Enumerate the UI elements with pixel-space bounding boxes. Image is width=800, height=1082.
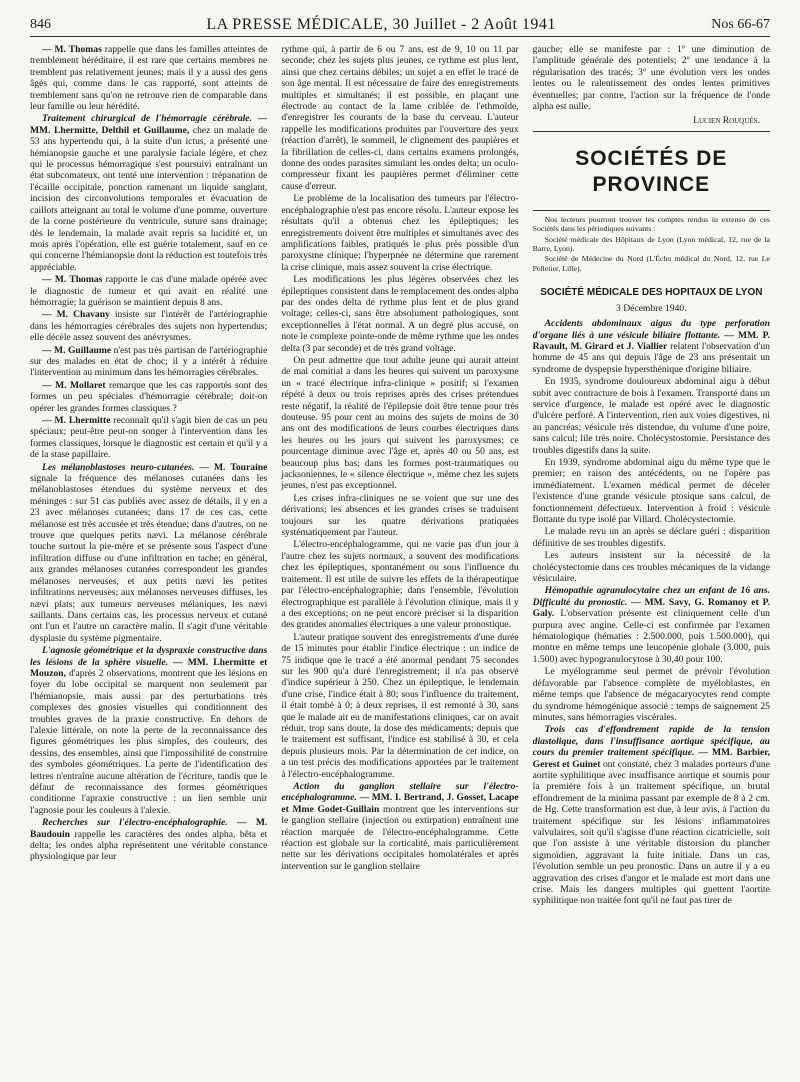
section-gallbladder: Accidents abdominaux aigus du type perforation d'organe liés à une vésicule biliaire flottante. — MM. P. Ravault, M. Girard et J. Viallier relatent l'observation d'un homme de 45 ans qui depuis l'âge de 23 ans présentait un syndrome de dyspepsie hypersthénique d'origine biliaire. (532, 318, 770, 375)
journal-title: LA PRESSE MÉDICALE, 30 Juillet - 2 Août 1941 (206, 16, 556, 33)
meeting-date: 3 Décembre 1940. (616, 302, 687, 314)
paragraph: On peut admettre que tout adulte jeune qui aurait atteint de mal comitial a dans les heures qui suivent un paroxysme un « tracé électrique infra-clinique » positif; si l'examen répété à deux ou trois reprises après des crises prétendues reste négatif, la réalité de l'épilepsie doit être tenue pour très douteuse. 95 pour cent au moins des sujets de moins de 30 ans ont des modifications de leurs courbes électriques dans les heures ou les jours qui suivent les paroxysmes; ce pourcentage diminue avec l'âge et, après 40 ou 50 ans, est beaucoup plus bas; dans les formes post-traumatiques ou jacksoniennes, le « silence électrique », même chez les sujets jeunes, n'est pas exceptionnel. (281, 354, 519, 492)
divider (533, 210, 770, 211)
paragraph: — M. Thomas rappelle que dans les familles atteintes de tremblement héréditaire, il est rare que certains membres ne tremblent pas relativement jeunes; mais il y a aussi des gens âgés qui, comme dans le cas rapporté, sont atteints de tremblement sans qu'on ne retrouve rien de comparable dans leur famille ou leur hérédité. (30, 44, 268, 113)
editorial-note: Société de Médecine du Nord (L'Écho médical du Nord, 12, rue Le Pelletier, Lille). (532, 254, 770, 273)
divider (533, 131, 770, 132)
paragraph: En 1935, syndrome douloureux abdominal aigu à début subit avec contracture de bois à l'examen. Transporté dans un service d'urgence, le malade est opéré avec le diagnostic d'ulcère perforé. A l'intervention, rien aux voies digestives, ni au pancréas; vésicule très distendue, du volume d'une poire, sans calcul; lile très noire. Cholécystostomie. Persistance des troubles digestifs dans la suite. (532, 376, 770, 456)
section-agnosia: L'agnosie géométrique et la dyspraxie constructive dans les lésions de la sphère visuelle. — MM. Lhermitte et Mouzon, d'après 2 observations, montrent que les lésions en foyer du lobe occipital se marquent non seulement par l'hémianopsie, mais aussi par des perturbations très complexes des gnosies visuelles qui conditionnent des troubles graves de la praxie constructive. En dehors de l'alexie littérale, on note la perte de la reconnaissance des figures géométriques les plus simples, des couleurs, des dessins, des ensembles, ainsi que l'impossibilité de construire des symboles géométriques. La perte de l'identification des lettres n'entraîne aucune altération de l'écriture, tandis que le défaut de reconnaissance des formes géométriques conditionne l'apraxie constructive : un lien semble unir l'agnosie pour les couleurs à l'alexie. (30, 645, 268, 816)
journal-name: LA PRESSE MÉDICALE (206, 16, 384, 33)
paragraph: Les auteurs insistent sur la nécessité de la cholécystectomie dans ces troubles mécaniques de la vidange vésiculaire. (532, 550, 770, 585)
paragraph: Les crises infra-cliniques ne se voient que sur une des dérivations; les absences et les grandes crises se traduisent toujours sur les quatre dérivations pratiquées systématiquement par l'auteur. (281, 492, 519, 539)
paragraph: Le problème de la localisation des tumeurs par l'électro-encéphalographie n'est pas encore résolu. L'auteur expose les résultats qu'il a obtenus chez les épileptiques; les enregistrements doivent être multiples et simultanés avec des amplifications faibles, pratiqués le plus près possible d'un paroxysme clinique; l'hyperpnée ne détermine que rarement la crise clinique, mais assez souvent la crise électrique. (281, 193, 519, 273)
issue-number: Nos 66-67 (711, 17, 770, 32)
paragraph: Les modifications les plus légères observées chez les épileptiques consistent dans le remplacement des ondes alpha par des ondes delta de rythme plus lent et de plus grand voltage; celles-ci, sans être absolument pathologiques, sont exceptionnelles à l'état normal. A un degré plus accusé, on note le complexe pointe-onde de même rythme que les ondes delta (3 par seconde) et de très grand voltage. (281, 274, 519, 354)
section-melanoblastoses: Les mélanoblastoses neuro-cutanées. — M. Touraine signale la fréquence des mélanoses cutanées dans les mélanoblastoses étendues du système nerveux et des méninges : sur 51 cas publiés avec assez de détails, il y en a 23 avec mélanoses cutanées; dans 17 de ces cas, cette mélanose est très accusée et très étendue; dans d'autres, on ne trouve que quelques petits nævi. La mélanose cérébrale touche surtout la pie-mère et se présente sous l'aspect d'une infiltration diffuse ou d'une infiltration en tache; en général, aux grandes mélanoses cutanées correspondent les grandes mélanoses nerveuses, et aux petits nævi les petites infiltrations nerveuses; aux mélanoses nerveuses diffuses, les nævi plats; aux tumeurs nerveuses mélaniques, les nævi saillants. Dans certains cas, les processus nerveux et cutané ont l'un et l'autre un caractère malin. Il s'agit d'une véritable dysplasie du système pigmentaire. (30, 461, 268, 644)
paragraph: L'auteur pratique souvent des enregistrements d'une durée de 15 minutes pour établir l'indice électrique : un indice de 75 indique que le tracé a été anormal pendant 75 secondes sur les 900 qu'a duré l'enregistrement; il n'a pas observé d'indice supérieur à 250. Chez un épileptique, le lendemain d'une crise, l'indice était à 80; sous l'influence du traitement, il était tombé à 0; à deux reprises, il est remonté à 30, sans que le malade ait eu de manifestations cliniques, car on avait réduit, trop sans doute, la dose des médicaments; depuis que le traitement est suffisant, l'indice est stabilisé à 30, et cela depuis plusieurs mois. Par la détermination de cet indice, on a un test précis des modifications apportées par le traitement à l'électro-encéphalogramme. (281, 631, 519, 780)
author-signature: Lucien Rouquès. (693, 115, 760, 127)
column-2 (281, 44, 518, 1068)
paragraph: — M. Guillaume n'est pas très partisan de l'artériographie sur des malades en état de choc; il y a intérêt à réduire l'intervention au minimum dans les hémorragies cérébrales. (30, 344, 268, 379)
section-heading: SOCIÉTÉS DE PROVINCE (575, 146, 728, 196)
paragraph: L'électro-encéphalogramme, qui ne varie pas d'un jour à l'autre chez les sujets normaux, a souvent des modifications chez les épileptiques, spontanément ou sous l'influence du traitement. Il est utile de suivre les effets de la thérapeutique par l'électro-encéphalographie; dans l'ensemble, l'évolution électrographique est parallèle à l'évolution clinique, mais il y a des exceptions; on ne peut encore préciser si la disparition des grandes anomalies électriques a une valeur pronostique. (281, 539, 519, 631)
paragraph: En 1939, syndrome abdominal aigu du même type que le premier; en raison des antécédents, on ne l'opère pas immédiatement. L'examen médical permet de déceler l'existence d'une grande vésicule ptosique sans calcul, de fonctionnement défectueux. Intervention à froid : vésicule flottante du type isolé par Villard. Cholécystectomie. (532, 456, 770, 525)
editorial-note: Société médicale des Hôpitaux de Lyon (Lyon médical, 12, rue de la Barre, Lyon). (532, 234, 770, 254)
paragraph: — M. Mollaret remarque que les cas rapportés sont des formes un peu spéciales d'hémorragie cérébrale; doit-on opérer les grandes formes classiques ? (30, 379, 268, 414)
paragraph: gauche; elle se manifeste par : 1º une diminution de l'amplitude générale des potentiels; 2º une tendance à la régularisation des tracés; 3º une évolution vers les ondes lentes ou le ralentissement des ondes lentes primitives éventuelles; par contre, l'action sur la fréquence de l'onde alpha est nulle. (532, 44, 770, 113)
society-title: SOCIÉTÉ MÉDICALE DES HOPITAUX DE LYON (540, 287, 763, 299)
article-columns (30, 44, 770, 1068)
column-3 (533, 44, 770, 1068)
paragraph: Le malade revu un an après se déclare guéri : disparition définitive de ses troubles digestifs. (532, 526, 770, 549)
page-number: 846 (30, 17, 51, 32)
section-aortic: Trois cas d'effondrement rapide de la tension diastolique, dans l'insuffisance aortique spécifique, au cours du premier traitement spécifique. — MM. Barbier, Gerest et Guinet ont constaté, chez 3 malades porteurs d'une aortite syphilitique avec insuffisance aortique et soumis pour la première fois à un traitement spécifique, un brutal effondrement de la minima passant par exemple de 8 à 2 cm. de Hg. Cette transformation est due, à leur avis, à l'action du traitement spécifique sur les lésions inflammatoires valvulaires, soit qu'il s'agisse d'une réaction cicatricielle, soit que l'on assiste à une véritable distorsion du plancher sigmoïdien, aggravant la fuite initiale. Dans un cas, l'évolution semble un peu pronostic. Dans un autre il y a eu aggravation des crises d'angor et le malade est mort dans une crise. Mais les dangers multiples qui guettent l'aortite syphilitique non traitée font qu'il ne faut pas tirer de (532, 724, 770, 907)
page-header (30, 14, 770, 37)
section-haemorrhage: Traitement chirurgical de l'hémorragie cérébrale. — MM. Lhermitte, Delthil et Guillaume, chez un malade de 53 ans hypertendu qui, à la suite d'un ictus, a présenté une hémianopsie gauche et une paralysie faciale légère, et chez qui le processus hémorragique s'est poursuivi entraînant un état subcomateux, ont tenté une intervention : trépanation de l'écaille occipitale, ponction ramenant un liquide sanglant, incision des circonvolutions temporales et évacuation de caillots atteignant au total le volume d'une pomme, ouverture de la corne postérieure du ventricule, suture sans drainage; dès le lendemain, la malade avait repris sa lucidité et, un mois après l'opération, elle est guérie totalement, sauf en ce qui concerne l'hémianopsie dont la réduction est toutefois très appréciable. (30, 113, 268, 273)
paragraph: — M. Thomas rapporte le cas d'une malade opérée avec le diagnostic de tumeur et qui avait en réalité une hémorragie; la guérison se maintient depuis 8 ans. (30, 274, 268, 308)
column-1 (30, 44, 267, 1068)
paragraph: rythme qui, à partir de 6 ou 7 ans, est de 9, 10 ou 11 par seconde; chez les sujets plus jeunes, ce rythme est plus lent, ainsi que chez certains débiles; un sujet a en effet le tracé de son âge mental. Il est nécessaire de faire des enregistrements multiples et simultanés; il est possible, en plaçant une électrode au contact de la lame criblée de l'ethmoïde, d'enregistrer les courants de la base du cerveau. L'auteur rappelle les modifications produites par l'ouverture des yeux (réaction d'arrêt), le sommeil, le clignement des paupières et la fibrillation de celles-ci, dans certains examens prolongés, donne des ondes parasites simulant les ondes delta; un oculo-compresseur fixant les paupières permet d'éliminer cette cause d'erreur. (281, 44, 519, 192)
paragraph: — M. Chavany insiste sur l'intérêt de l'artériographie dans les hémorragies cérébrales des sujets non hypertendus; elle décèle assez souvent des anévrysmes. (30, 309, 268, 344)
section-eeg: Recherches sur l'électro-encéphalographie. — M. Baudouin rappelle les caractères des ondes alpha, bêta et delta; les ondes alpha représentent une véritable constance physiologique par leur (30, 817, 268, 863)
section-stellate-ganglion: Action du ganglion stellaire sur l'électro-encéphalogramme. — MM. I. Bertrand, J. Gosset, Lacape et Mme Godet-Guillain montrent que les interventions sur le ganglion stellaire (injection ou extirpation) entraînent une réaction marquée de l'électro-encéphalogramme. Cette réaction est globale sur la corticalité, mais particulièrement nette sur les dérivations occipitales homolatérales et après intervention sur le ganglion stellaire (281, 781, 519, 872)
editorial-note: Nos lecteurs pourront trouver les comptes rendus in extenso de ces Sociétés dans les périodiques suivants : (532, 214, 770, 234)
paragraph: Le myélogramme seul permet de prévoir l'évolution défavorable par l'absence complète de myéloblastes, en même temps que l'absence de mégacaryocytes rend compte du syndrome hémogénique associé : temps de saignement 25 minutes, sans hémorragies viscérales. (532, 666, 770, 723)
paragraph: — M. Lhermitte reconnaît qu'il s'agit bien de cas un peu spéciaux; peut-être peut-on songer à l'intervention dans les formes classiques, lorsque le diagnostic est certain et qu'il y a de la stase papillaire. (30, 415, 268, 461)
issue-date: 30 Juillet - 2 Août 1941 (392, 16, 556, 33)
section-agranulocytosis: Hémopathie agranulocytaire chez un enfant de 16 ans. Difficulté du pronostic. — MM. Savy, G. Romanoy et P. Galy. L'observation présente est cliniquement celle d'un purpura avec angine. Celle-ci est confirmée par l'examen hématologique (hématies : 2.500.000, puis 1.500.000), qui montre en même temps une leucopénie globale (3.000, puis 1.500) avec hypogranulocytose à 30,40 pour 100. (532, 585, 770, 665)
